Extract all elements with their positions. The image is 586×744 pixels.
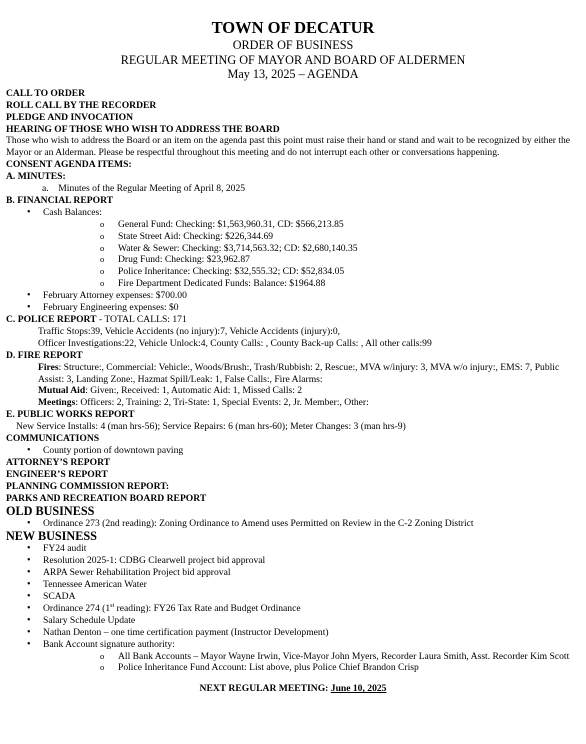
balance-state-street-aid: o State Street Aid: Checking: $226,344.69 <box>43 231 580 243</box>
next-meeting-label: NEXT REGULAR MEETING: <box>199 683 331 695</box>
police-report <box>6 314 580 350</box>
meeting-title: REGULAR MEETING OF MAYOR AND BOARD OF ALDERMEN <box>120 52 466 67</box>
minutes-letter: a. <box>42 183 49 195</box>
police-title: C. POLICE REPORT <box>6 314 97 325</box>
new-business-tennessee-water: • Tennessee American Water <box>6 579 580 591</box>
old-business-section <box>6 505 580 530</box>
hearing-heading: HEARING OF THOSE WHO WISH TO ADDRESS THE BOARD <box>6 123 280 135</box>
next-meeting <box>6 683 580 695</box>
police-heading <box>6 314 580 326</box>
cash-balances-label: Cash Balances: <box>43 206 102 218</box>
minutes-heading: A. MINUTES: <box>6 171 66 183</box>
minutes-item <box>6 183 580 195</box>
communications-list <box>6 445 580 457</box>
financial-heading: B. FINANCIAL REPORT <box>6 194 114 206</box>
engineer-report: ENGINEER’S REPORT <box>6 468 108 480</box>
fire-mutual-aid <box>6 385 580 397</box>
new-business-list <box>6 543 580 674</box>
mutual-aid-label: Mutual Aid <box>38 385 86 397</box>
police-total: - TOTAL CALLS: 171 <box>96 314 187 325</box>
engineering-expenses: • February Engineering expenses: $0 <box>6 302 580 314</box>
cash-balances-item <box>6 207 580 290</box>
new-business-salary: • Salary Schedule Update <box>6 615 580 627</box>
fires-label: Fires <box>38 361 59 373</box>
new-business-fy24-audit: • FY24 audit <box>6 543 580 555</box>
next-meeting-date: June 10, 2025 <box>330 683 387 695</box>
public-works-heading: E. PUBLIC WORKS REPORT <box>6 409 135 421</box>
police-line-2: Officer Investigations:22, Vehicle Unlock:4, County Calls: , County Back-up Calls: , All other calls:99 <box>38 337 432 349</box>
communications-section <box>6 433 580 457</box>
hearing-text: Those who wish to address the Board or an item on the agenda past this point must raise their hand or stand and wait to be recognized by either the Mayor or an Alderman. Please be respectful throughout this meeting and do not interrupt each other or conversations happening. <box>6 135 571 159</box>
roll-call: ROLL CALL BY THE RECORDER <box>6 99 157 111</box>
balance-drug-fund: o Drug Fund: Checking: $23,962.87 <box>43 254 580 266</box>
call-to-order: CALL TO ORDER <box>6 87 86 99</box>
new-business-section <box>6 530 580 674</box>
opening-section <box>6 88 580 159</box>
parks-report: PARKS AND RECREATION BOARD REPORT <box>6 492 207 504</box>
town-title: TOWN OF DECATUR <box>211 18 375 37</box>
police-line-1: Traffic Stops:39, Vehicle Accidents (no injury):7, Vehicle Accidents (injury):0, <box>38 325 341 337</box>
fire-fires <box>6 362 580 386</box>
bank-police-inheritance: o Police Inheritance Fund Account: List above, plus Police Chief Brandon Crisp <box>43 662 580 674</box>
meetings-label: Meetings <box>38 397 76 409</box>
order-of-business: ORDER OF BUSINESS <box>232 38 354 52</box>
balance-police-inheritance: o Police Inheritance: Checking: $32,555.32; CD: $52,834.05 <box>43 266 580 278</box>
attorney-report: ATTORNEY’S REPORT <box>6 456 111 468</box>
balance-fire-department: o Fire Department Dedicated Funds: Balance: $1964.88 <box>43 278 580 290</box>
agenda-page <box>6 18 580 695</box>
new-business-arpa: • ARPA Sewer Rehabilitation Project bid approval <box>6 567 580 579</box>
ordinance-274-pre: Ordinance 274 (1 <box>43 602 111 614</box>
new-business-ordinance-274 <box>6 603 580 615</box>
ordinance-274-post: reading): FY26 Tax Rate and Budget Ordinance <box>114 602 301 614</box>
communications-heading: COMMUNICATIONS <box>6 433 100 445</box>
minutes-text: Minutes of the Regular Meeting of April 8, 2025 <box>58 183 246 195</box>
fires-text: : Structure:, Commercial: Vehicle:, Woods/Brush:, Trash/Rubbish: 2, Rescue:, MVA w/injury: 3, MVA w/o injury:, EMS: 7, Public Assist: 3, Landing Zone:, Hazmat Spill/Leak: 1, False Calls:, Fire Alarms: <box>38 361 560 385</box>
bank-signature-list <box>43 651 580 675</box>
mutual-aid-text: : Given:, Received: 1, Automatic Aid: 1, Missed Calls: 2 <box>85 385 303 397</box>
public-works-text: New Service Installs: 4 (man hrs-56); Service Repairs: 6 (man hrs-60); Meter Changes: 3 (man hrs-9) <box>16 421 406 433</box>
balances-list <box>43 219 580 290</box>
balance-water-sewer: o Water & Sewer: Checking: $3,714,563.32; CD: $2,680,140.35 <box>43 243 580 255</box>
consent-agenda <box>6 159 580 314</box>
meetings-text: : Officers: 2, Training: 2, Tri-State: 1, Special Events: 2, Jr. Member:, Other: <box>75 397 369 409</box>
communications-item: • County portion of downtown paving <box>6 445 580 457</box>
old-business-list <box>6 518 580 530</box>
fire-meetings <box>6 397 580 409</box>
old-business-heading: OLD BUSINESS <box>6 503 95 518</box>
balance-general-fund: o General Fund: Checking: $1,563,960.31, CD: $566,213.85 <box>43 219 580 231</box>
ordinance-274-sup: st <box>110 602 115 609</box>
new-business-denton: • Nathan Denton – one time certification payment (Instructor Development) <box>6 627 580 639</box>
new-business-heading: NEW BUSINESS <box>6 528 97 543</box>
fire-heading: D. FIRE REPORT <box>6 349 83 361</box>
pledge-invocation: PLEDGE AND INVOCATION <box>6 111 134 123</box>
consent-title: CONSENT AGENDA ITEMS: <box>6 159 132 171</box>
planning-report: PLANNING COMMISSION REPORT: <box>6 480 170 492</box>
bank-signature-label: Bank Account signature authority: <box>43 638 175 650</box>
new-business-bank-signature <box>6 639 580 675</box>
reports-section <box>6 457 580 505</box>
agenda-header <box>6 18 580 82</box>
attorney-expenses: • February Attorney expenses: $700.00 <box>6 290 580 302</box>
bank-all-accounts: o All Bank Accounts – Mayor Wayne Irwin, Vice-Mayor John Myers, Recorder Laura Smith, Asst. Recorder Kim Scott <box>43 651 580 663</box>
new-business-scada: • SCADA <box>6 591 580 603</box>
financial-list <box>6 207 580 314</box>
old-business-item: • Ordinance 273 (2nd reading): Zoning Ordinance to Amend uses Permitted on Review in the C-2 Zoning District <box>6 518 580 530</box>
new-business-resolution: • Resolution 2025-1: CDBG Clearwell project bid approval <box>6 555 580 567</box>
meeting-date: May 13, 2025 – AGENDA <box>227 67 359 82</box>
fire-report <box>6 350 580 410</box>
public-works-report <box>6 409 580 433</box>
